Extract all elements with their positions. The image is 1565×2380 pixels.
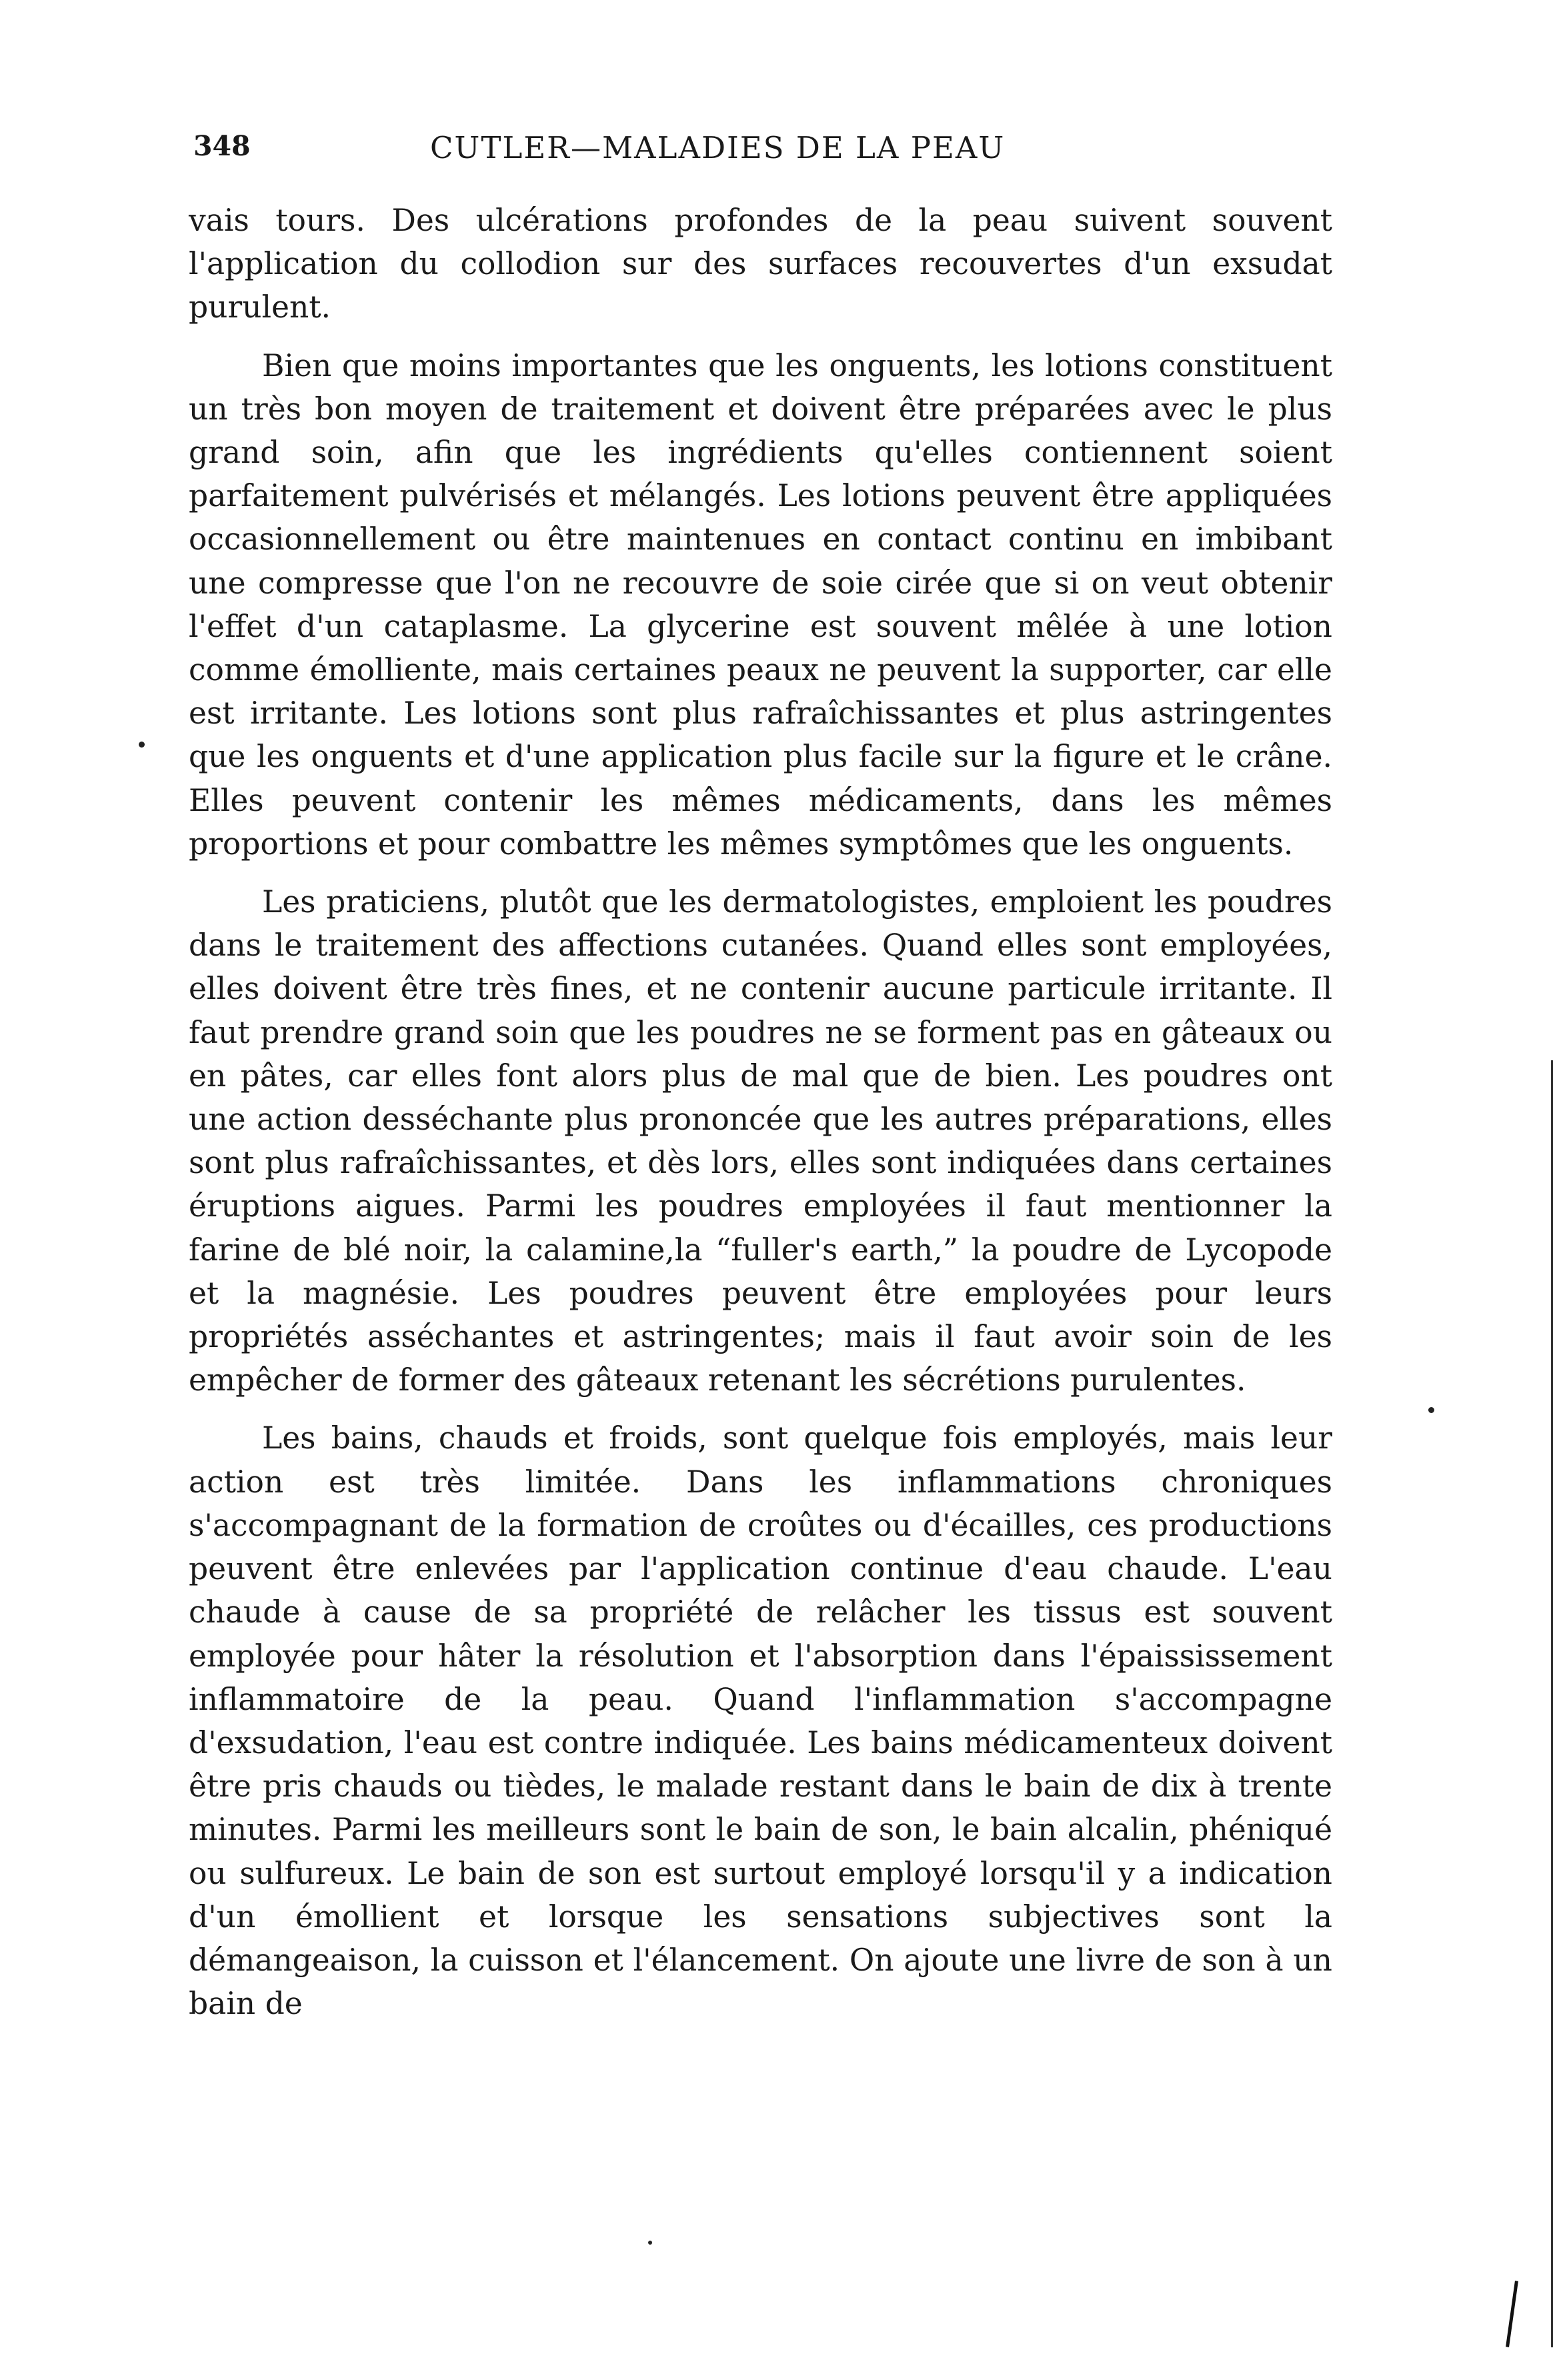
scan-pen-mark bbox=[1506, 2281, 1518, 2347]
scan-speck bbox=[648, 2241, 652, 2245]
paragraph-continuation: vais tours. Des ulcérations profondes de la peau suivent souvent l'application du collodion sur des surfaces recouvertes d'un exsudat purulent. bbox=[189, 203, 1332, 325]
paragraph-lotions: Bien que moins importantes que les onguents, les lotions constituent un très bon moyen de traitement et doivent être préparées avec le plus grand soin, afin que les ingrédients qu'elles contiennent soient parfaitement pulvérisés et mélangés. Les lotions peuvent être appliquées occasionnellement ou être maintenues en contact continu en imbibant une compresse que l'on ne recouvre de soie cirée que si on veut obtenir l'effet d'un cataplasme. La glycerine est souvent mêlée à une lotion comme émolliente, mais certaines peaux ne peuvent la supporter, car elle est irritante. Les lotions sont plus rafraîchissantes et plus astringentes que les onguents et d'une application plus facile sur la figure et le crâne. Elles peuvent contenir les mêmes médicaments, dans les mêmes proportions et pour combattre les mêmes symptômes que les onguents. bbox=[189, 347, 1332, 862]
page-number: 348 bbox=[193, 130, 251, 162]
paragraph-bains: Les bains, chauds et froids, sont quelque fois employés, mais leur action est très limitée. Dans les inflammations chroniques s'accompagnant de la formation de croûtes ou d'écailles, ces productions peuvent être enlevées par l'application continue d'eau chaude. L'eau chaude à cause de sa propriété de relâcher les tissus est souvent employée pour hâter la résolution et l'absorption dans l'épaississement inflammatoire de la peau. Quand l'inflammation s'accompagne d'exsudation, l'eau est contre indiquée. Les bains médicamenteux doivent être pris chauds ou tièdes, le malade restant dans le bain de dix à trente minutes. Parmi les meilleurs sont le bain de son, le bain alcalin, phéniqué ou sulfureux. Le bain de son est surtout employé lorsqu'il y a indication d'un émollient et lorsque les sensations subjectives sont la démangeaison, la cuisson et l'élancement. On ajoute une livre de son à un bain de bbox=[189, 1420, 1332, 2022]
scan-speck bbox=[1428, 1407, 1434, 1413]
paragraph-poudres: Les praticiens, plutôt que les dermatologistes, emploient les poudres dans le traitement des affections cutanées. Quand elles sont employées, elles doivent être très fines, et ne contenir aucune particule irritante. Il faut prendre grand soin que les poudres ne se forment pas en gâteaux ou en pâtes, car elles font alors plus de mal que de bien. Les poudres ont une action desséchante plus prononcée que les autres préparations, elles sont plus rafraîchissantes, et dès lors, elles sont indiquées dans certaines éruptions aigues. Parmi les poudres employées il faut mentionner la farine de blé noir, la calamine,la “fuller's earth,” la poudre de Lycopode et la magnésie. Les poudres peuvent être employées pour leurs propriétés asséchantes et astringentes; mais il faut avoir soin de les empêcher de former des gâteaux retenant les sécrétions purulentes. bbox=[189, 884, 1332, 1398]
body-text bbox=[189, 199, 1332, 2040]
running-title: CUTLER—MALADIES DE LA PEAU bbox=[430, 130, 1006, 165]
scan-margin-rule bbox=[1551, 1060, 1553, 2347]
running-head bbox=[193, 130, 1327, 177]
scan-speck bbox=[139, 742, 145, 748]
